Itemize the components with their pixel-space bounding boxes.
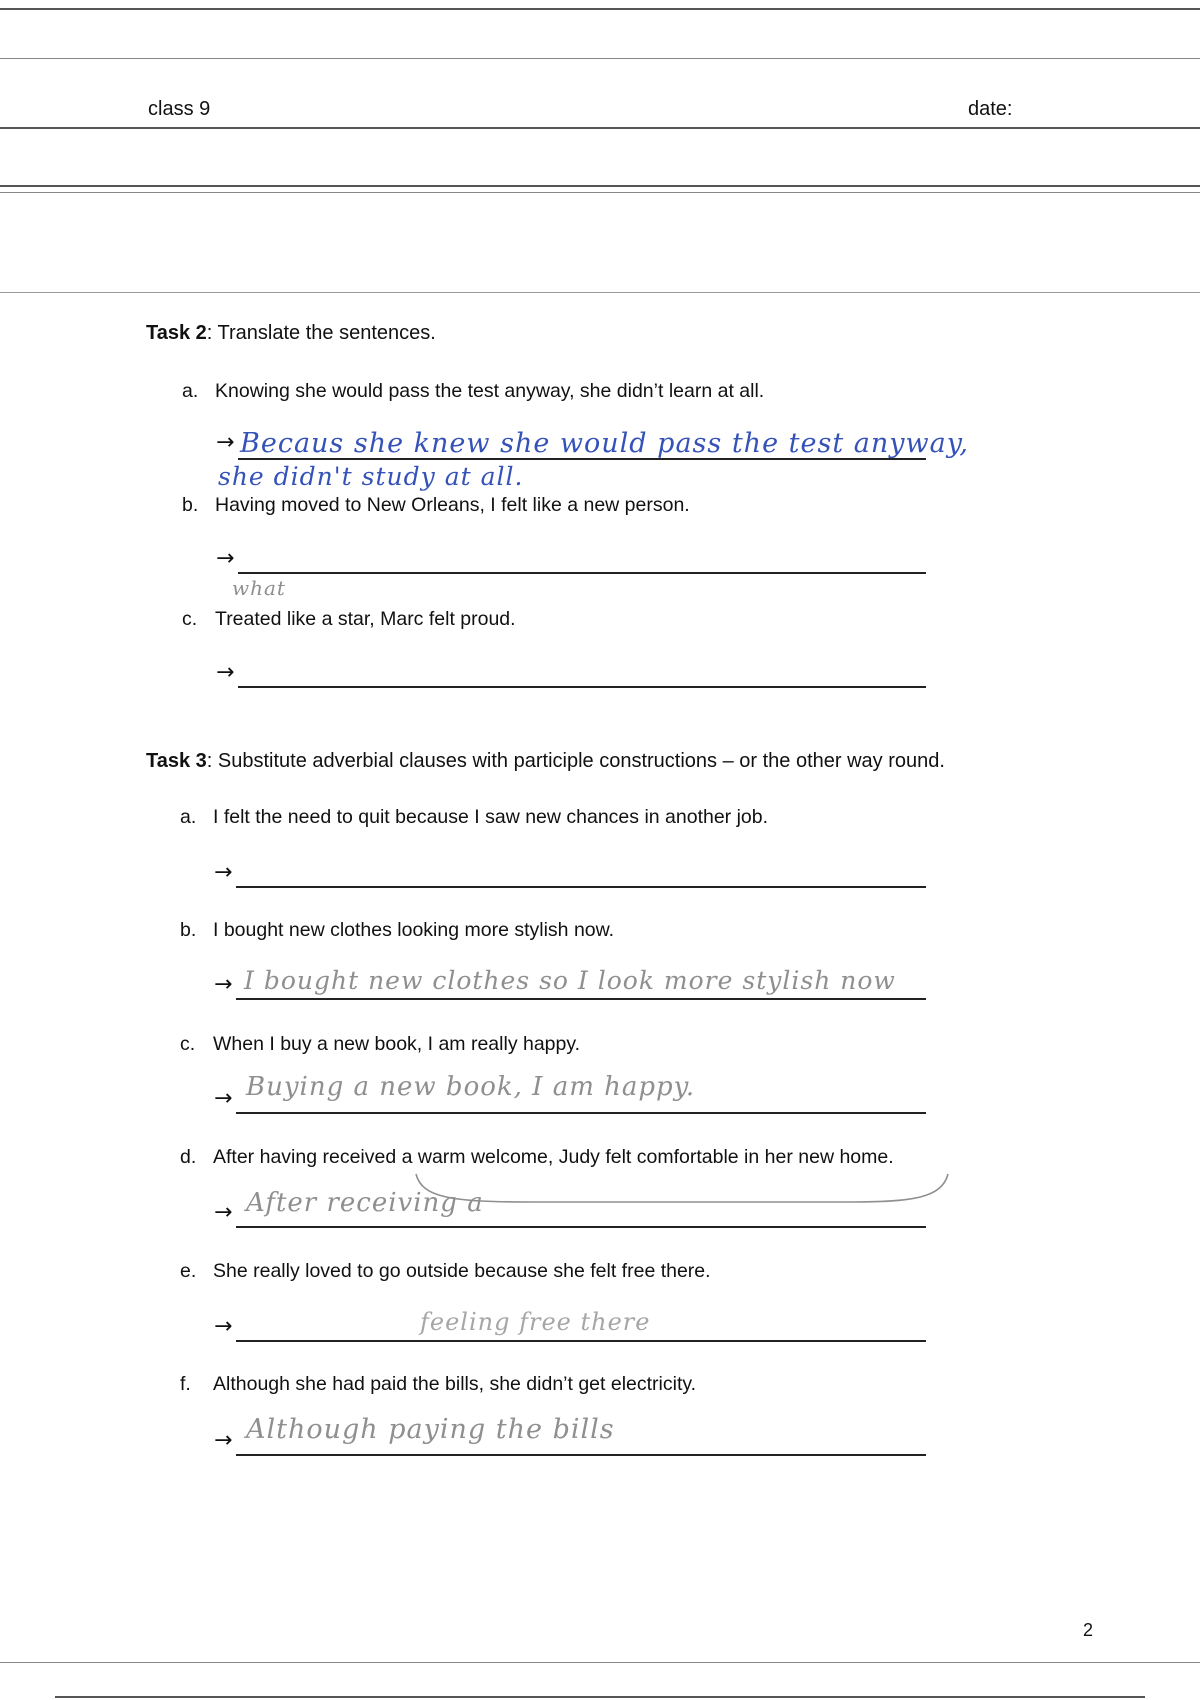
answer-line[interactable] xyxy=(236,1340,926,1342)
handwritten-answer: she didn't study at all. xyxy=(218,462,524,491)
scan-line xyxy=(0,58,1200,59)
scan-line xyxy=(0,192,1200,193)
scan-line xyxy=(0,185,1200,187)
task3-item-b: b. I bought new clothes looking more stylish now. xyxy=(180,919,615,941)
task3-item-f: f. Although she had paid the bills, she didn’t get electricity. xyxy=(180,1373,697,1395)
arrow-icon: → xyxy=(214,1428,233,1453)
arrow-icon: → xyxy=(214,1200,233,1225)
answer-line[interactable] xyxy=(236,1226,926,1228)
arrow-icon: → xyxy=(214,972,233,997)
task3-title: Task 3: Substitute adverbial clauses with participle constructions – or the other way round. xyxy=(146,750,945,772)
task3-item-c: c. When I buy a new book, I am really happy. xyxy=(180,1033,581,1055)
pencil-bracket xyxy=(412,1168,952,1208)
class-label: class 9 xyxy=(148,98,211,120)
handwritten-answer: After receiving a xyxy=(246,1188,484,1218)
arrow-icon: → xyxy=(214,1314,233,1339)
answer-line[interactable] xyxy=(238,686,926,688)
task3-item-d: d. After having received a warm welcome, Judy felt comfortable in her new home. xyxy=(180,1146,894,1168)
page-number: 2 xyxy=(1083,1620,1094,1640)
scan-line xyxy=(0,292,1200,293)
handwritten-note: what xyxy=(232,576,286,600)
answer-line[interactable] xyxy=(236,1454,926,1456)
scan-line xyxy=(55,1696,1145,1698)
answer-line[interactable] xyxy=(236,998,926,1000)
task2-item-b: b. Having moved to New Orleans, I felt like a new person. xyxy=(182,494,690,516)
handwritten-answer: feeling free there xyxy=(420,1308,651,1336)
handwritten-answer: Although paying the bills xyxy=(246,1414,615,1445)
scan-line xyxy=(0,127,1200,129)
answer-line[interactable] xyxy=(238,572,926,574)
answer-line[interactable] xyxy=(236,1112,926,1114)
scan-line xyxy=(0,1662,1200,1663)
handwritten-answer: Buying a new book, I am happy. xyxy=(246,1072,696,1102)
handwritten-answer: I bought new clothes so I look more stylish now xyxy=(244,966,896,995)
task3-item-e: e. She really loved to go outside because she felt free there. xyxy=(180,1260,711,1282)
handwritten-answer: Becaus she knew she would pass the test anyway, xyxy=(240,428,969,459)
arrow-icon: → xyxy=(214,1086,233,1111)
task2-item-c: c. Treated like a star, Marc felt proud. xyxy=(182,608,516,630)
answer-line[interactable] xyxy=(236,886,926,888)
task3-item-a: a. I felt the need to quit because I saw new chances in another job. xyxy=(180,806,769,828)
arrow-icon: → xyxy=(214,860,233,885)
arrow-icon: → xyxy=(216,430,235,455)
task2-item-a: a. Knowing she would pass the test anyway, she didn’t learn at all. xyxy=(182,380,765,402)
scan-line xyxy=(0,8,1200,10)
arrow-icon: → xyxy=(216,546,235,571)
arrow-icon: → xyxy=(216,660,235,685)
task2-title: Task 2: Translate the sentences. xyxy=(146,322,436,344)
date-label: date: xyxy=(968,98,1013,120)
